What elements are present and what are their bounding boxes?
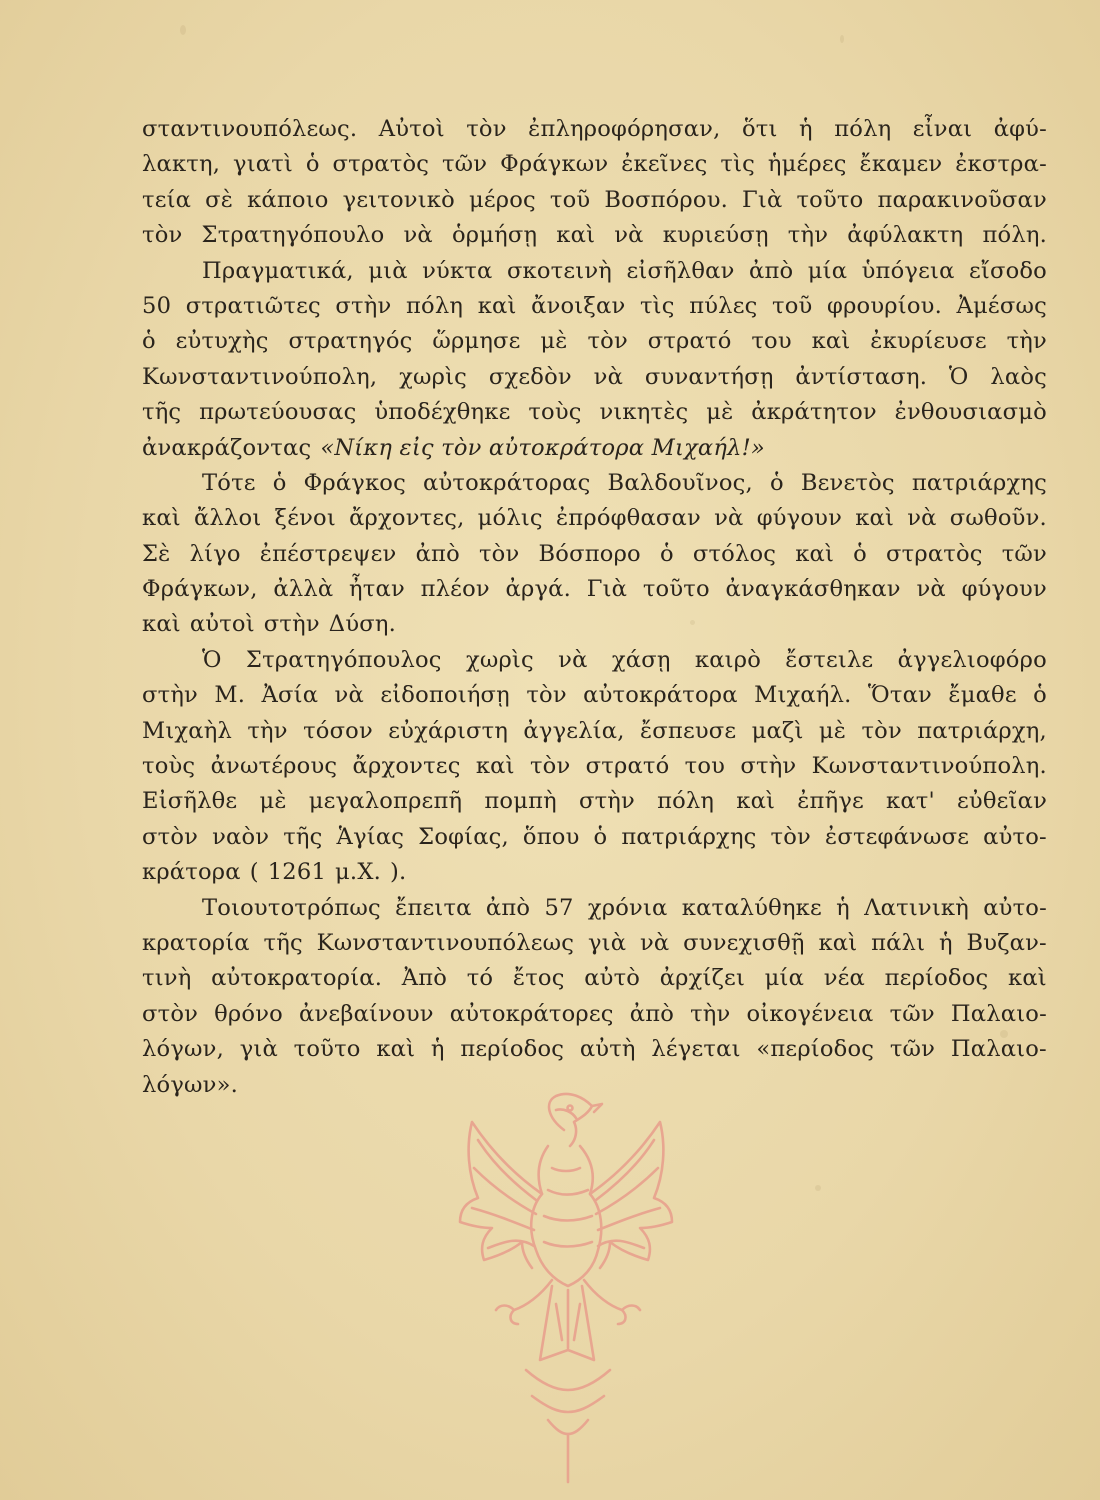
- text-line: σταντινουπόλεως. Αὐτοὶ τὸν ἐπληροφόρησαν, ὅτι ἡ πόλη εἶναι ἀφύ-: [142, 116, 1047, 142]
- text-line: λακτη, γιατὶ ὁ στρατὸς τῶν Φράγκων ἐκεῖνες τὶς ἡμέρες ἔκαμεν ἐκστρα-: [142, 151, 1047, 178]
- text-line: στὸν ναὸν τῆς Ἁγίας Σοφίας, ὅπου ὁ πατριάρχης τὸν ἐστεφάνωσε αὐτο-: [142, 823, 1047, 850]
- text-line: Ὁ Στρατηγόπουλος χωρὶς νὰ χάσῃ καιρὸ ἔστειλε ἀγγελιοφόρο: [202, 646, 1047, 673]
- text-line: λόγων, γιὰ τοῦτο καὶ ἡ περίοδος αὐτὴ λέγεται «περίοδος τῶν Παλαιο-: [142, 1036, 1047, 1063]
- text-line: Μιχαὴλ τὴν τόσον εὐχάριστη ἀγγελία, ἔσπευσε μαζὶ μὲ τὸν πατριάρχη,: [142, 717, 1047, 744]
- text-line: 50 στρατιῶτες στὴν πόλη καὶ ἄνοιξαν τὶς πύλες τοῦ φρουρίου. Ἀμέσως: [142, 292, 1047, 319]
- text-line: τεία σὲ κάποιο γειτονικὸ μέρος τοῦ Βοσπόρου. Γιὰ τοῦτο παρακινοῦσαν: [142, 186, 1047, 213]
- text-line: καὶ αὐτοὶ στὴν Δύση.: [142, 611, 396, 638]
- text-line: ὁ εὐτυχὴς στρατηγός ὥρμησε μὲ τὸν στρατό του καὶ ἐκυρίευσε τὴν: [142, 328, 1047, 355]
- text-line: Τοιουτοτρόπως ἔπειτα ἀπὸ 57 χρόνια καταλύθηκε ἡ Λατινικὴ αὐτο-: [202, 894, 1047, 921]
- text-line: ἀνακράζοντας «Νίκη εἰς τὸν αὐτοκράτορα Μιχαήλ!»: [142, 431, 1047, 466]
- paper-stain: [815, 1185, 821, 1191]
- text-line: καὶ ἄλλοι ξένοι ἄρχοντες, μόλις ἐπρόφθασαν νὰ φύγουν καὶ νὰ σωθοῦν.: [142, 505, 1047, 532]
- quoted-exclamation: «Νίκη εἰς τὸν αὐτοκράτορα Μιχαήλ!»: [320, 434, 765, 461]
- text-line: τοὺς ἀνωτέρους ἄρχοντες καὶ τὸν στρατό του στὴν Κωνσταντινούπολη.: [142, 753, 1047, 780]
- text-line: Τότε ὁ Φράγκος αὐτοκράτορας Βαλδουῖνος, ὁ Βενετὸς πατριάρχης: [202, 469, 1047, 496]
- body-text: [142, 112, 1047, 1103]
- text-line: Σὲ λίγο ἐπέστρεψεν ἀπὸ τὸν Βόσπορο ὁ στόλος καὶ ὁ στρατὸς τῶν: [142, 540, 1047, 567]
- text-line: τινὴ αὐτοκρατορία. Ἀπὸ τό ἔτος αὐτὸ ἀρχίζει μία νέα περίοδος καὶ: [142, 965, 1047, 992]
- text-line: Πραγματικά, μιὰ νύκτα σκοτεινὴ εἰσῆλθαν ἀπὸ μία ὑπόγεια εἴσοδο: [202, 257, 1047, 284]
- text-line: Φράγκων, ἀλλὰ ἦταν πλέον ἀργά. Γιὰ τοῦτο ἀναγκάσθηκαν νὰ φύγουν: [142, 576, 1047, 603]
- paper-stain: [840, 35, 844, 43]
- text-line: στὴν Μ. Ἀσία νὰ εἰδοποιήσῃ τὸν αὐτοκράτορα Μιχαήλ. Ὅταν ἔμαθε ὁ: [142, 682, 1047, 709]
- paper-stain: [180, 25, 186, 35]
- text-line: κρατορία τῆς Κωνσταντινουπόλεως γιὰ νὰ συνεχισθῇ καὶ πάλι ἡ Βυζαν-: [142, 929, 1047, 956]
- text-line: τὸν Στρατηγόπουλο νὰ ὁρμήσῃ καὶ νὰ κυριεύσῃ τὴν ἀφύλακτη πόλη.: [142, 222, 1047, 249]
- text-line: τῆς πρωτεύουσας ὑποδέχθηκε τοὺς νικητὲς μὲ ἀκράτητον ἐνθουσιασμὸ: [142, 399, 1047, 426]
- text-line: Εἰσῆλθε μὲ μεγαλοπρεπῆ πομπὴ στὴν πόλη καὶ ἐπῆγε κατ' εὐθεῖαν: [142, 788, 1047, 815]
- text-line: λόγων».: [142, 1071, 238, 1098]
- text-line: κράτορα ( 1261 μ.Χ. ).: [142, 859, 407, 886]
- text-line: Κωνσταντινούπολη, χωρὶς σχεδὸν νὰ συναντήσῃ ἀντίσταση. Ὁ λαὸς: [142, 363, 1047, 390]
- text-line: στὸν θρόνο ἀνεβαίνουν αὐτοκράτορες ἀπὸ τὴν οἰκογένεια τῶν Παλαιο-: [142, 1000, 1047, 1027]
- double-headed-eagle-icon: [452, 1090, 682, 1490]
